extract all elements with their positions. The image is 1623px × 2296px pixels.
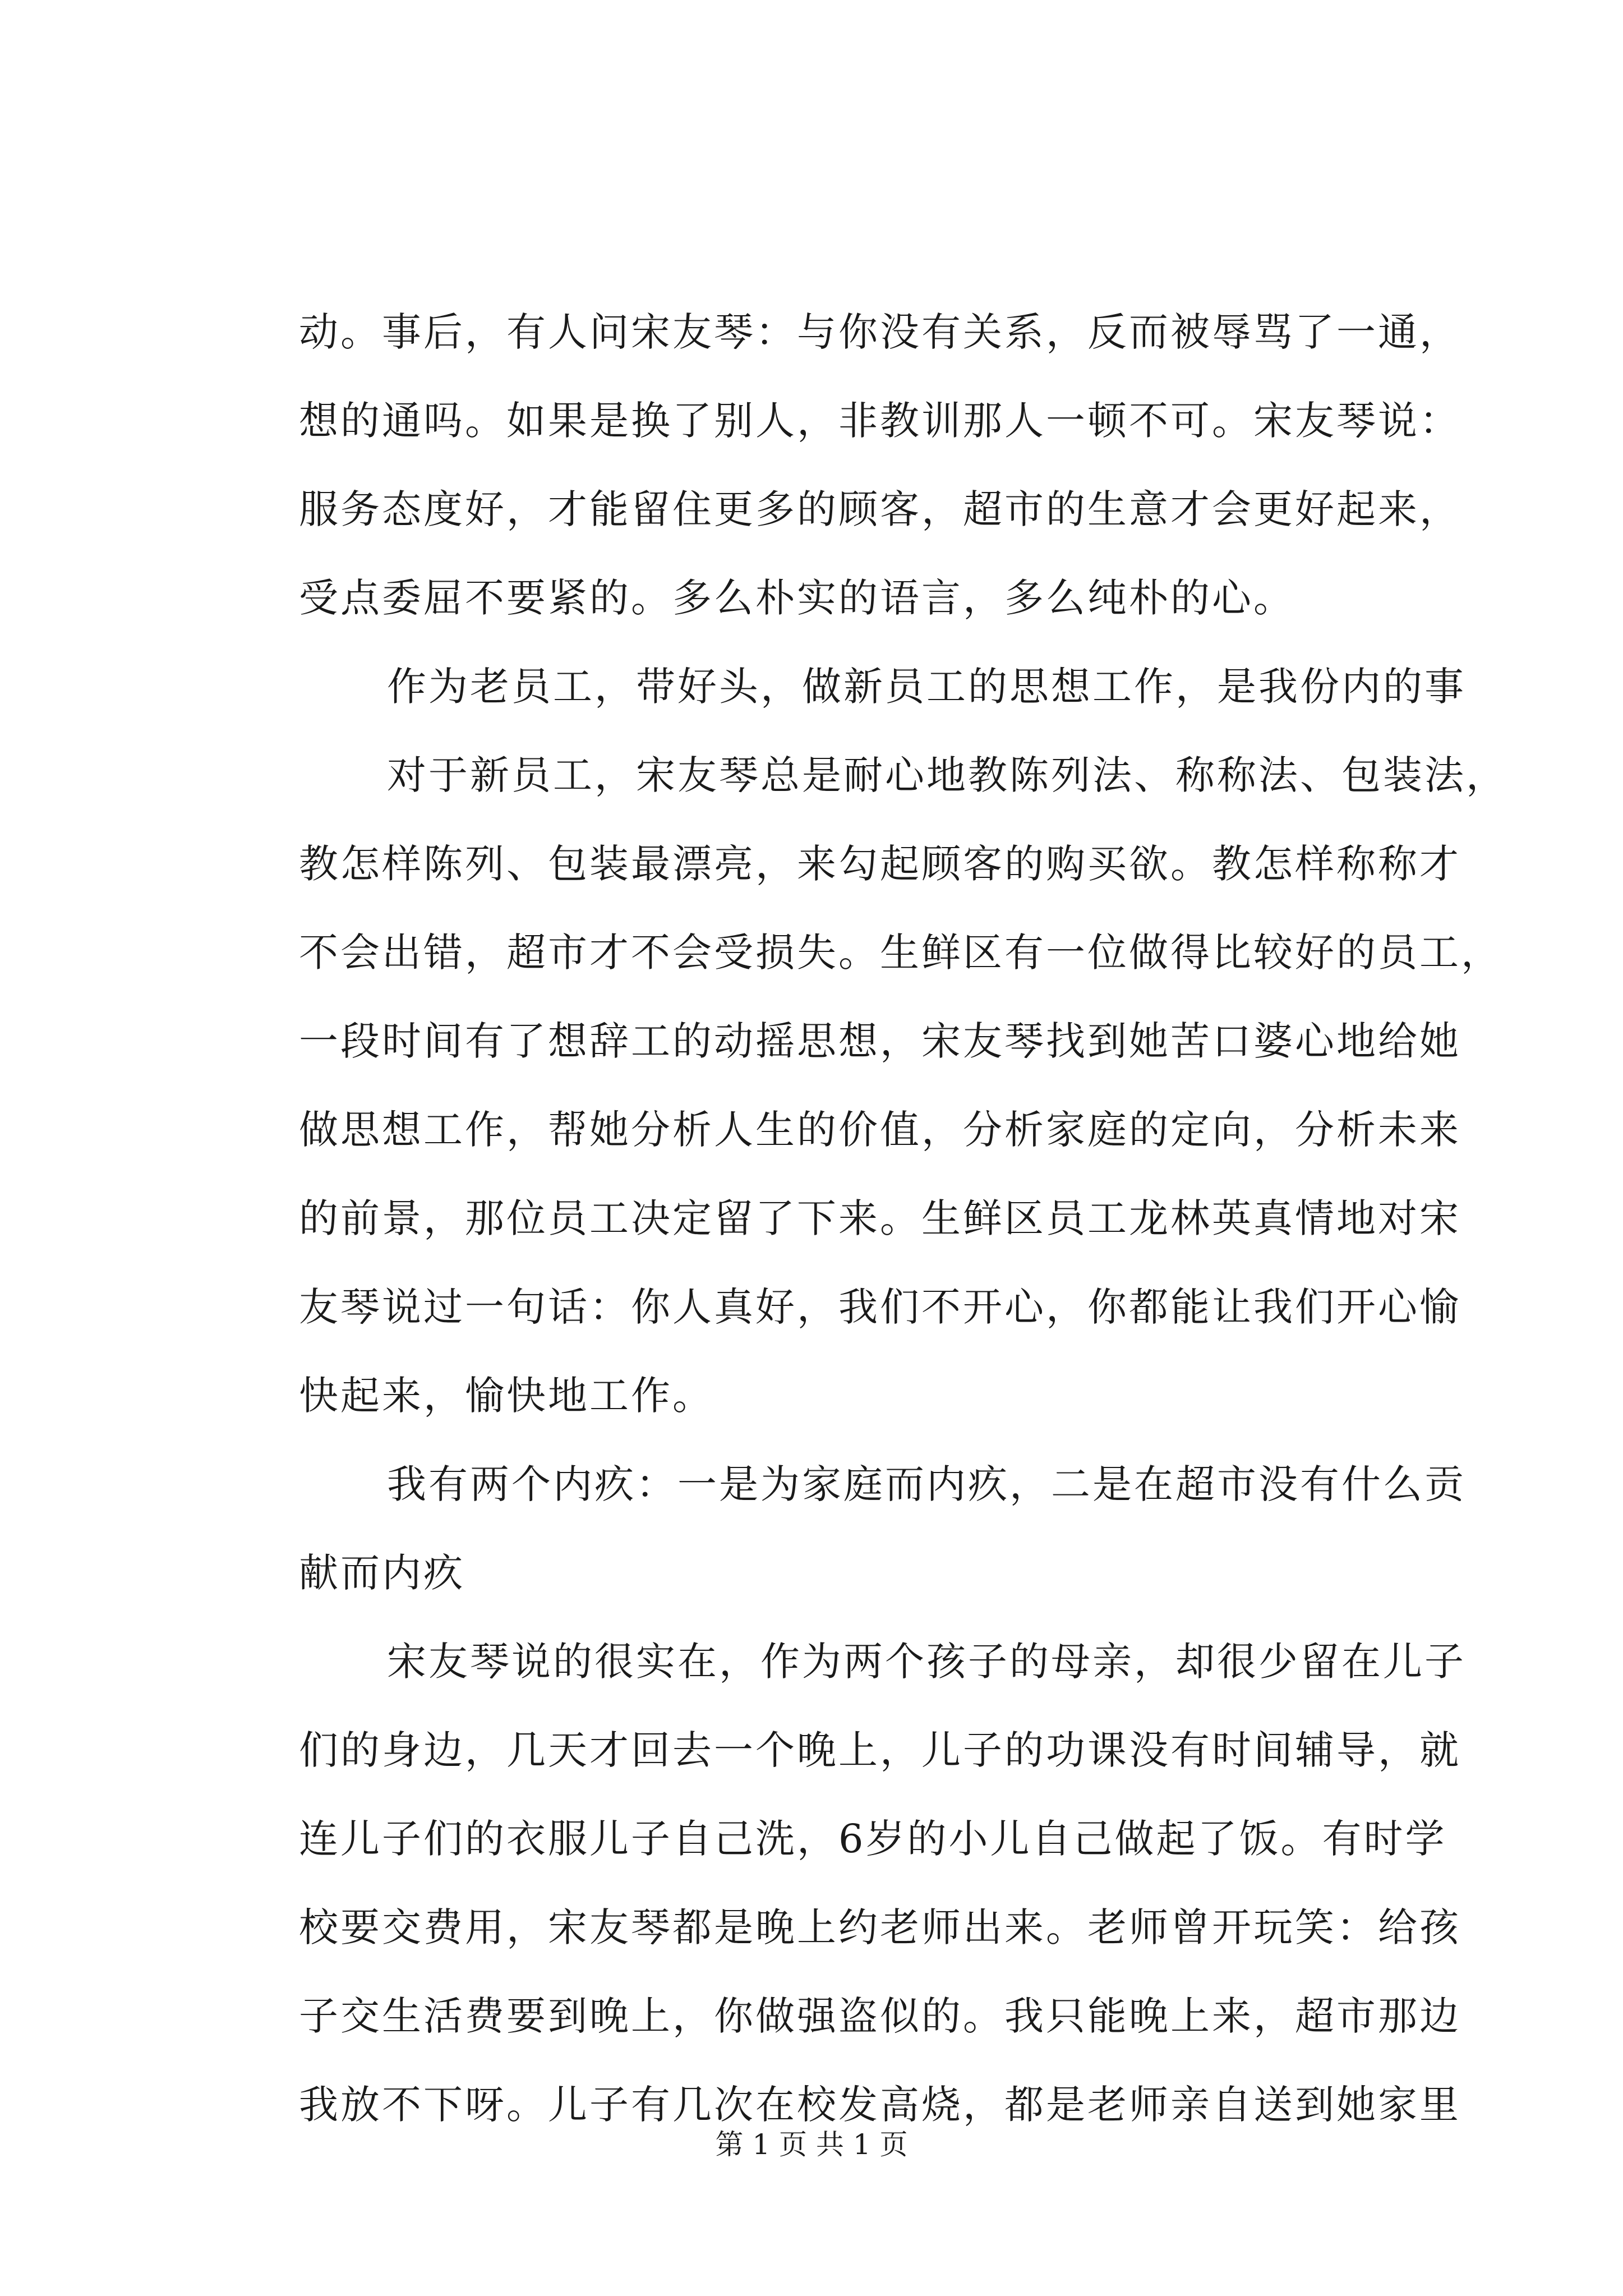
text-line: 宋友琴说的很实在，作为两个孩子的母亲，却很少留在儿子 [387,1639,1466,1685]
text-line: 对于新员工，宋友琴总是耐心地教陈列法、称称法、包装法， [387,752,1507,798]
text-line: 子交生活费要到晚上，你做强盗似的。我只能晚上来，超市那边 [299,1993,1461,2039]
text-line: 们的身边，几天才回去一个晚上，儿子的功课没有时间辅导，就 [299,1727,1461,1773]
text-line: 一段时间有了想辞工的动摇思想，宋友琴找到她苦口婆心地给她 [299,1018,1461,1064]
section-heading: 作为老员工，带好头，做新员工的思想工作，是我份内的事 [387,664,1466,710]
text-line: 想的通吗。如果是换了别人，非教训那人一顿不可。宋友琴说： [299,398,1461,444]
page-footer: 第 1 页 共 1 页 [715,2128,908,2161]
text-line: 动。事后，有人问宋友琴：与你没有关系，反而被辱骂了一通， [299,309,1461,355]
text-line: 校要交费用，宋友琴都是晚上约老师出来。老师曾开玩笑：给孩 [299,1904,1461,1950]
text-line: 友琴说过一句话：你人真好，我们不开心，你都能让我们开心愉 [299,1284,1461,1330]
section-heading: 献而内疚 [299,1550,465,1596]
text-line: 快起来，愉快地工作。 [299,1373,714,1419]
text-line: 受点委屈不要紧的。多么朴实的语言，多么纯朴的心。 [299,575,1295,621]
text-line: 连儿子们的衣服儿子自己洗，6岁的小儿自己做起了饭。有时学 [299,1816,1447,1862]
text-line: 服务态度好，才能留住更多的顾客，超市的生意才会更好起来， [299,486,1461,532]
text-line: 我放不下呀。儿子有几次在校发高烧，都是老师亲自送到她家里 [299,2082,1461,2128]
section-heading: 我有两个内疚：一是为家庭而内疚，二是在超市没有什么贡 [387,1461,1466,1507]
text-line: 不会出错，超市才不会受损失。生鲜区有一位做得比较好的员工， [299,930,1502,976]
text-line: 的前景，那位员工决定留了下来。生鲜区员工龙林英真情地对宋 [299,1195,1461,1241]
text-line: 教怎样陈列、包装最漂亮，来勾起顾客的购买欲。教怎样称称才 [299,841,1461,887]
text-line: 做思想工作，帮她分析人生的价值，分析家庭的定向，分析未来 [299,1107,1461,1153]
